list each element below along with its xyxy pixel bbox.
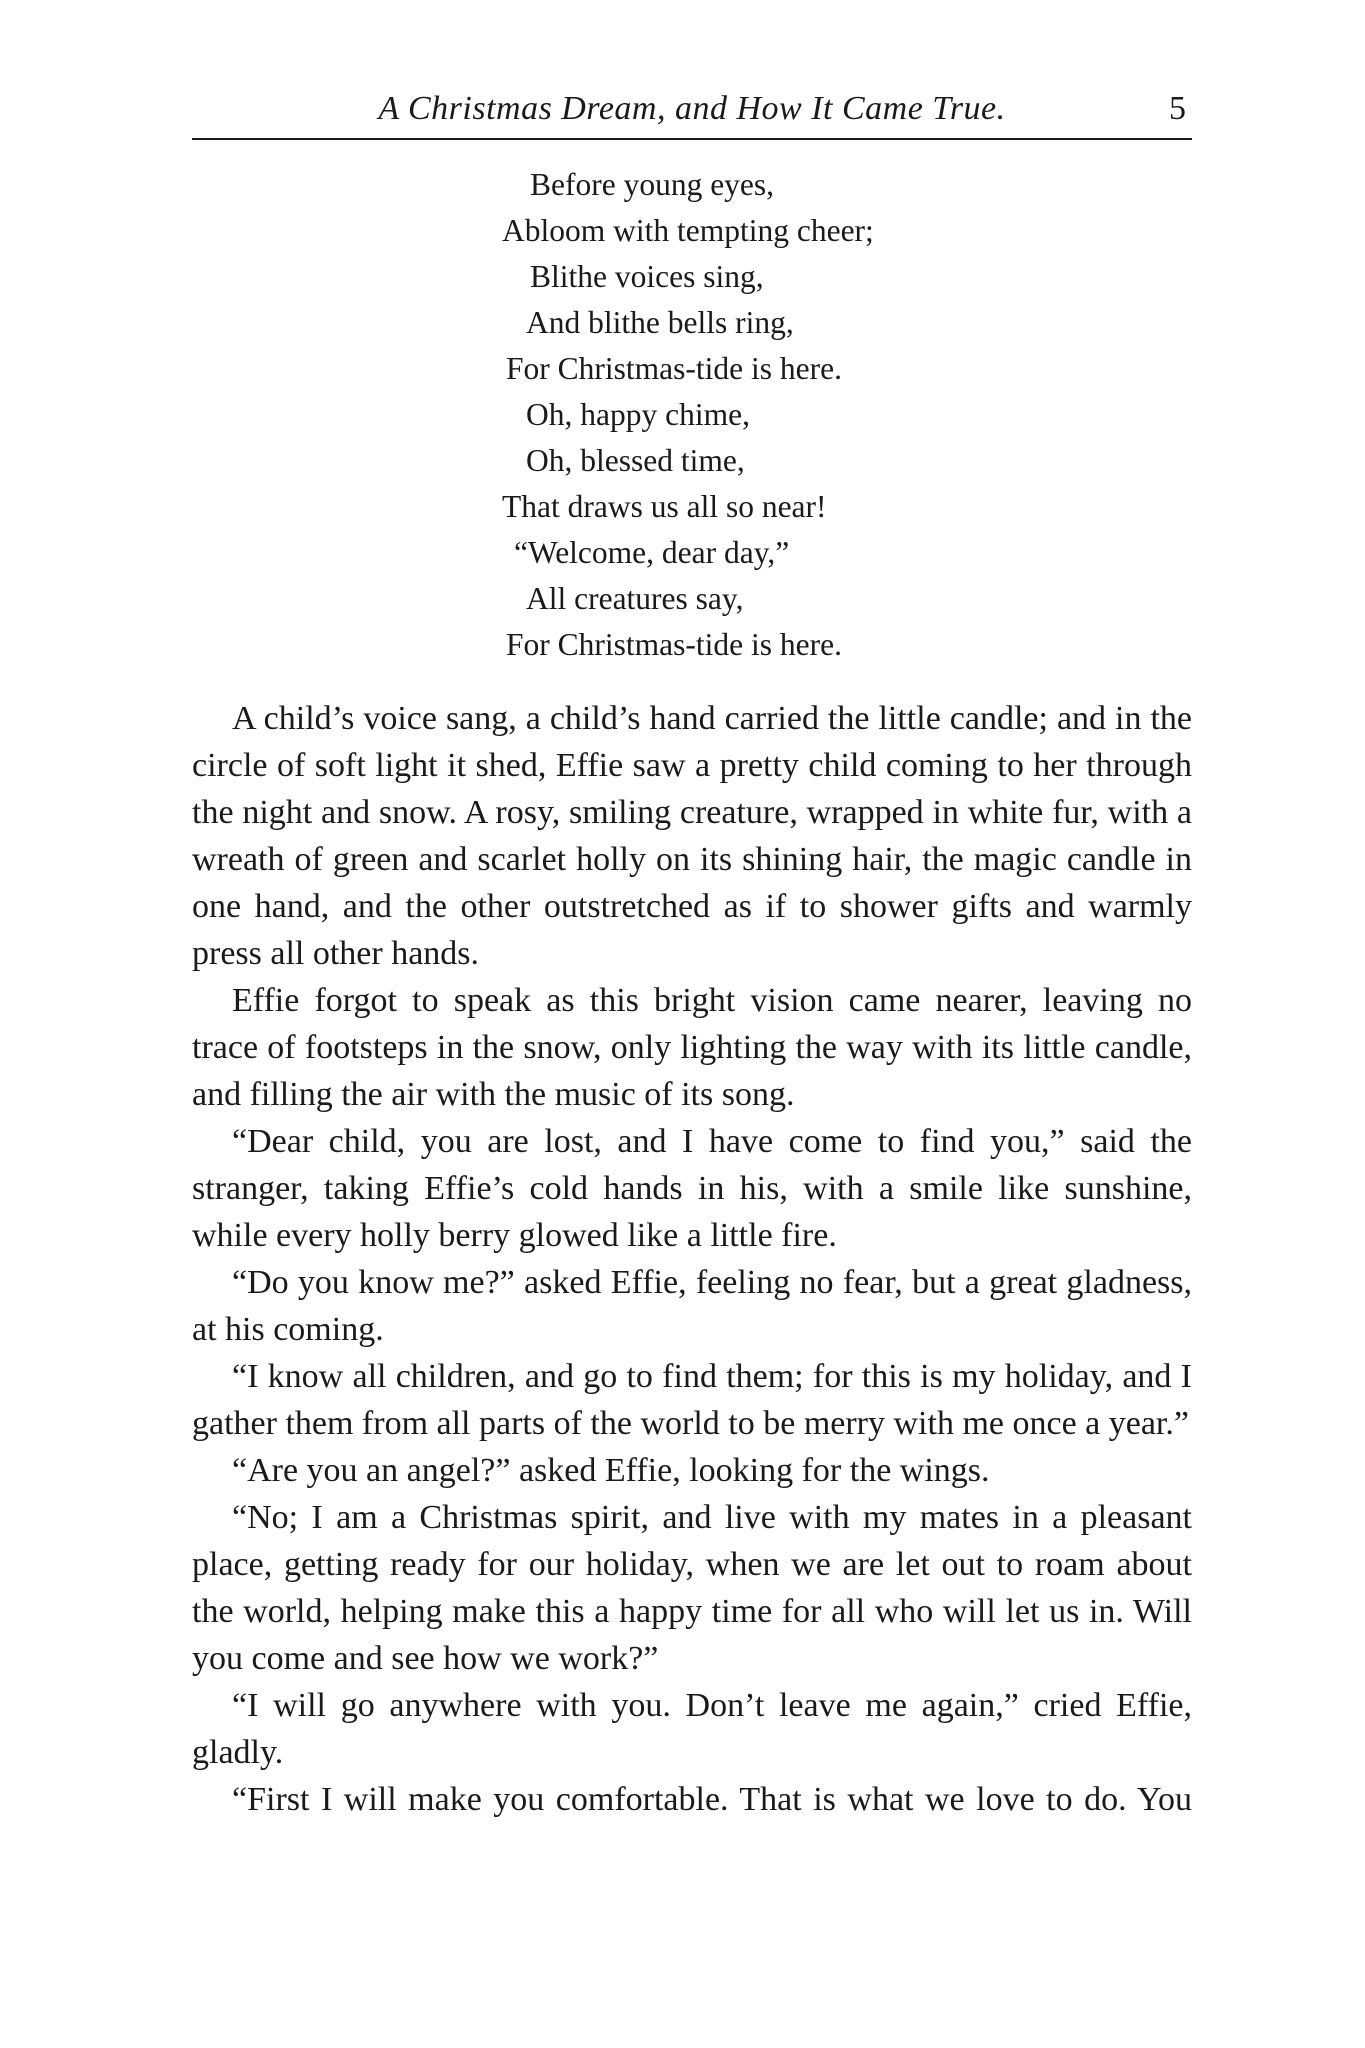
poem-line: Abloom with tempting cheer; xyxy=(502,213,874,248)
poem-line: All creatures say, xyxy=(526,581,744,616)
running-head xyxy=(192,90,1192,140)
poem-line: “Welcome, dear day,” xyxy=(514,535,790,570)
running-title: A Christmas Dream, and How It Came True. xyxy=(378,90,1006,127)
poem-line: Oh, blessed time, xyxy=(526,443,745,478)
paragraph: “Do you know me?” asked Effie, feeling no fear, but a great gladness, at his coming. xyxy=(192,1264,1192,1348)
poem-line: Oh, happy chime, xyxy=(526,397,750,432)
poem-line: Blithe voices sing, xyxy=(530,259,764,294)
paragraph: “Are you an angel?” asked Effie, looking for the wings. xyxy=(232,1452,990,1489)
body-text xyxy=(192,695,1192,1823)
poem-line: And blithe bells ring, xyxy=(526,305,794,340)
poem-line: That draws us all so near! xyxy=(502,489,827,524)
paragraph: “No; I am a Christmas spirit, and live with my mates in a pleasant place, getting ready for our holiday, when we are let out to roam about the world, helping make this a happy time for all who will let us in. Will you come and see how we work?” xyxy=(192,1499,1192,1677)
paragraph: “I will go anywhere with you. Don’t leave me again,” cried Effie, gladly. xyxy=(192,1687,1192,1771)
poem-line: Before young eyes, xyxy=(530,167,775,202)
paragraph: “First I will make you comfortable. That is what we love to do. You xyxy=(232,1781,1192,1818)
page-number: 5 xyxy=(1169,90,1186,127)
poem-line: For Christmas-tide is here. xyxy=(506,351,842,386)
poem-stanza xyxy=(0,162,1365,668)
poem-line: For Christmas-tide is here. xyxy=(506,627,842,662)
paragraph: “Dear child, you are lost, and I have come to find you,” said the stranger, taking Effie’s cold hands in his, with a smile like sunshine, while every holly berry glowed like a little fire. xyxy=(192,1123,1192,1254)
paragraph: Effie forgot to speak as this bright vision came nearer, leaving no trace of footsteps in the snow, only lighting the way with its little candle, and filling the air with the music of its song. xyxy=(192,982,1192,1113)
paragraph: A child’s voice sang, a child’s hand carried the little candle; and in the circle of soft light it shed, Effie saw a pretty child coming to her through the night and snow. A rosy, smiling creature, wrapped in white fur, with a wreath of green and scarlet holly on its shining hair, the magic candle in one hand, and the other outstretched as if to shower gifts and warmly press all other hands. xyxy=(192,700,1192,972)
paragraph: “I know all children, and go to find them; for this is my holiday, and I gather them from all parts of the world to be merry with me once a year.” xyxy=(192,1358,1192,1442)
